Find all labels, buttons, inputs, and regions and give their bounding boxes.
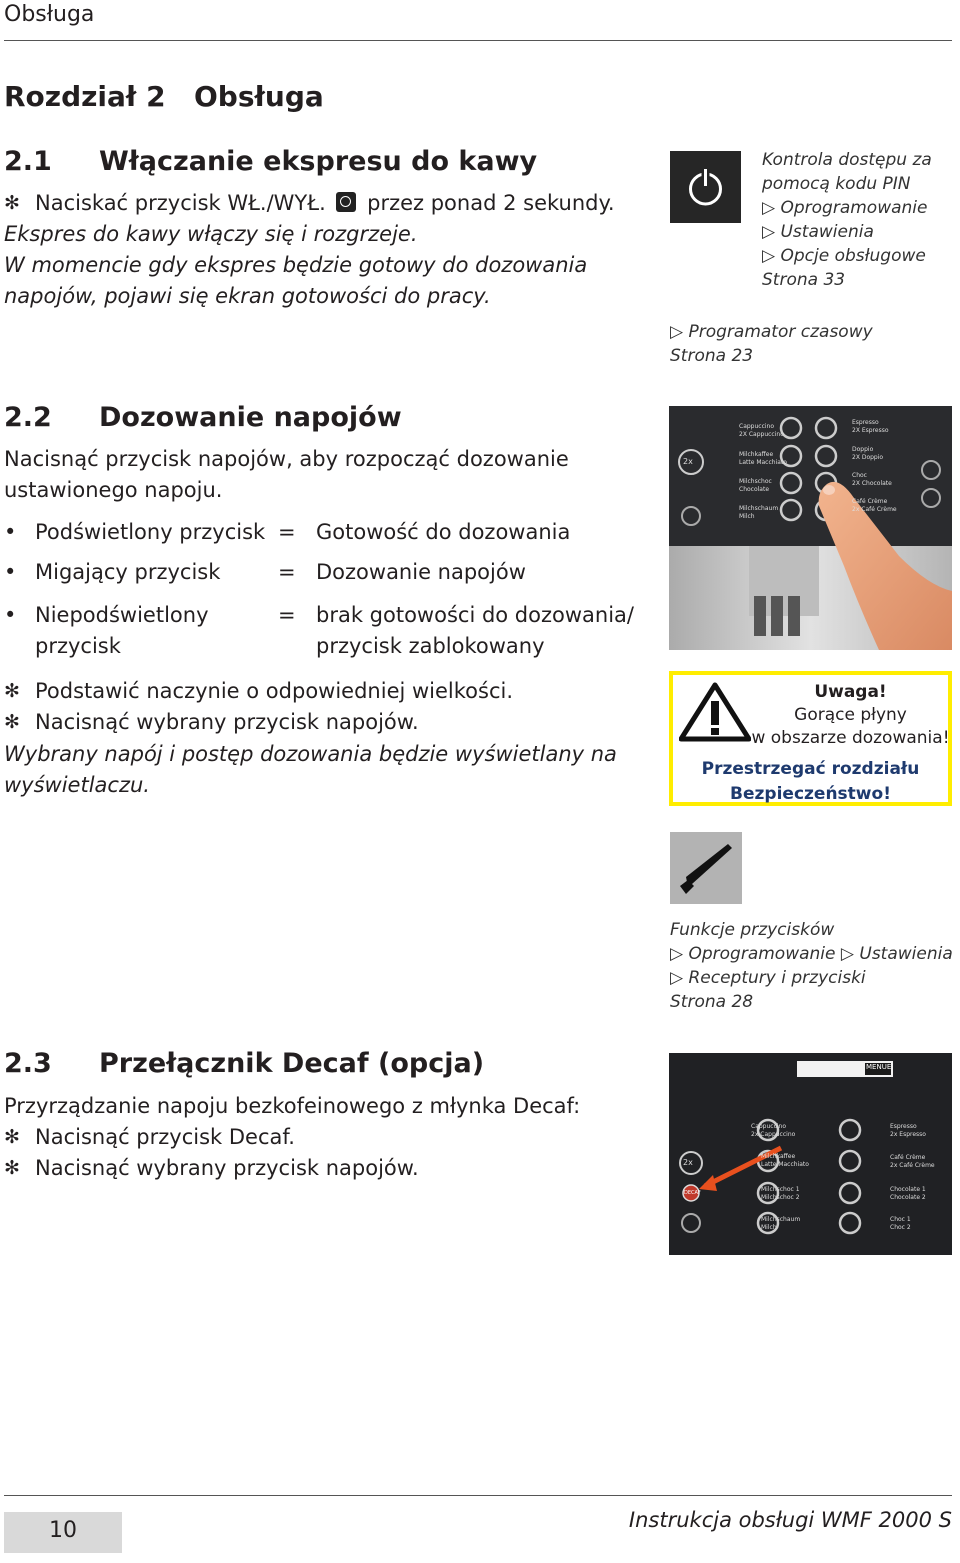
step-press-decaf: ✻ Nacisnąć przycisk Decaf. <box>4 1122 580 1153</box>
power-icon <box>336 192 356 212</box>
side-note-pin: Kontrola dostępu za pomocą kodu PIN ▷ Oprogramowanie ▷ Ustawienia ▷ Opcje obsługowe Strona 33 <box>762 150 932 290</box>
panel-label: Doppio <box>852 446 874 453</box>
bullet-dot-icon: • <box>4 560 17 584</box>
menu-button-label: MENUE <box>866 1063 892 1071</box>
step-press-button: ✻ Nacisnąć wybrany przycisk napojów. <box>4 707 617 738</box>
note-line: Wybrany napój i postęp dozowania będzie wyświetlany na <box>4 742 617 766</box>
triangle-right-icon: ▷ <box>670 968 684 988</box>
step-press-drink: ✻ Nacisnąć wybrany przycisk napojów. <box>4 1153 580 1184</box>
panel-label: Milchkaffee <box>739 451 774 458</box>
panel-label: Milchschoc <box>739 478 772 485</box>
running-header: Obsługa <box>4 2 95 27</box>
bullet-dot-icon: • <box>4 520 17 544</box>
panel-label: Milch <box>739 513 755 520</box>
wrench-tool-icon <box>670 832 742 904</box>
section-title: Dozowanie napojów <box>99 402 402 433</box>
decaf-panel-photo <box>669 1053 952 1255</box>
section-2-3-body: Przyrządzanie napoju bezkofeinowego z młynka Decaf: ✻ Nacisnąć przycisk Decaf. ✻ Nacisnąć wybrany przycisk napojów. <box>4 1091 580 1184</box>
panel-label: 2x <box>683 457 693 466</box>
asterisk-bullet-icon: ✻ <box>4 680 20 702</box>
section-2-2-intro: Nacisnąć przycisk napojów, aby rozpocząć dozowanie ustawionego napoju. <box>4 447 569 502</box>
section-title: Przełącznik Decaf (opcja) <box>99 1048 485 1079</box>
note-line: napojów, pojawi się ekran gotowości do pracy. <box>4 284 491 308</box>
panel-label: Milchschaum <box>739 505 779 512</box>
triangle-right-icon: ▷ <box>762 222 776 242</box>
step-power-on: ✻ Naciskać przycisk WŁ./WYŁ. przez ponad 2 sekundy. <box>4 188 615 219</box>
panel-label: Cappuccino <box>739 423 775 430</box>
panel-label: Milch <box>761 1224 777 1231</box>
warning-title: Uwaga! <box>814 682 887 702</box>
panel-label: 2x Café Crème <box>890 1162 935 1169</box>
control-panel-photo <box>669 406 952 650</box>
decaf-button-label: DECAF <box>684 1190 701 1196</box>
section-title: Włączanie ekspresu do kawy <box>99 146 538 177</box>
triangle-right-icon: ▷ <box>670 322 684 342</box>
manual-title: Instrukcja obsługi WMF 2000 S <box>628 1508 952 1532</box>
panel-label: Milchkaffee <box>761 1153 796 1160</box>
asterisk-bullet-icon: ✻ <box>4 1126 20 1148</box>
section-2-1-body <box>4 188 615 312</box>
chapter-title: Obsługa <box>194 80 324 113</box>
panel-label: Chocolate <box>739 486 770 493</box>
side-note-button-functions: Funkcje przycisków ▷ Oprogramowanie ▷ Ustawienia ▷ Receptury i przyciski Strona 28 <box>670 920 953 1012</box>
panel-label: Chocolate 1 <box>890 1186 926 1193</box>
panel-label: 2X Chocolate <box>852 480 892 487</box>
panel-label: 2x Espresso <box>890 1131 926 1138</box>
panel-label: 2X Doppio <box>852 454 884 461</box>
warning-line: w obszarze dozowania! <box>751 728 950 748</box>
side-note-timer: ▷ Programator czasowy Strona 23 <box>670 322 873 366</box>
note-line: W momencie gdy ekspres będzie gotowy do dozowania <box>4 253 588 277</box>
control-panel-illustration <box>669 406 952 650</box>
triangle-right-icon: ▷ <box>762 198 776 218</box>
panel-label: 2x <box>683 1158 693 1167</box>
bullet-dot-icon: • <box>4 603 17 627</box>
note-line: wyświetlaczu. <box>4 773 150 797</box>
warning-box <box>669 671 952 806</box>
asterisk-bullet-icon: ✻ <box>4 192 20 214</box>
panel-label: 2x Café Crème <box>852 506 897 513</box>
page-number: 10 <box>49 1518 77 1543</box>
panel-label: Milchschoc 2 <box>761 1194 800 1201</box>
panel-label: 2X Espresso <box>852 427 889 434</box>
panel-label: Choc 2 <box>890 1224 911 1231</box>
power-icon <box>670 151 741 223</box>
panel-label: Café Crème <box>890 1154 926 1161</box>
triangle-right-icon: ▷ <box>840 944 854 964</box>
panel-label: Latte Macchiato <box>761 1161 809 1168</box>
footer-rule <box>4 1495 952 1496</box>
warning-triangle-icon <box>679 681 751 743</box>
triangle-right-icon: ▷ <box>762 246 776 266</box>
header-rule <box>4 40 952 41</box>
panel-label: Espresso <box>890 1123 917 1130</box>
panel-label: Espresso <box>852 419 879 426</box>
chapter-number: Rozdział 2 <box>4 80 166 113</box>
panel-label: Choc 1 <box>890 1216 911 1223</box>
asterisk-bullet-icon: ✻ <box>4 1157 20 1179</box>
panel-label: 2X Cappuccino <box>739 431 784 438</box>
warning-reference: Przestrzegać rozdziału <box>701 759 920 779</box>
panel-label: Milchschoc 1 <box>761 1186 800 1193</box>
section-number: 2.1 <box>4 146 52 177</box>
panel-label: Milchschaum <box>761 1216 801 1223</box>
tool-icon-box <box>670 832 742 904</box>
chapter-heading <box>4 80 324 113</box>
asterisk-bullet-icon: ✻ <box>4 711 20 733</box>
step-place-cup: ✻ Podstawić naczynie o odpowiedniej wielkości. <box>4 676 617 707</box>
section-number: 2.2 <box>4 402 52 433</box>
panel-label: Chocolate 2 <box>890 1194 926 1201</box>
panel-label: Latte Macchiato <box>739 459 787 466</box>
section-2-2-steps <box>4 676 617 801</box>
panel-label: 2x Cappuccino <box>751 1131 796 1138</box>
panel-label: Choc <box>852 472 867 479</box>
note-line: Ekspres do kawy włączy się i rozgrzeje. <box>4 222 418 246</box>
warning-reference: Bezpieczeństwo! <box>730 784 891 804</box>
panel-label: Cappuccino <box>751 1123 787 1130</box>
section-number: 2.3 <box>4 1048 52 1079</box>
warning-line: Gorące płyny <box>794 705 907 725</box>
panel-label: Café Crème <box>852 498 888 505</box>
power-button-illustration <box>670 151 741 223</box>
triangle-right-icon: ▷ <box>670 944 684 964</box>
